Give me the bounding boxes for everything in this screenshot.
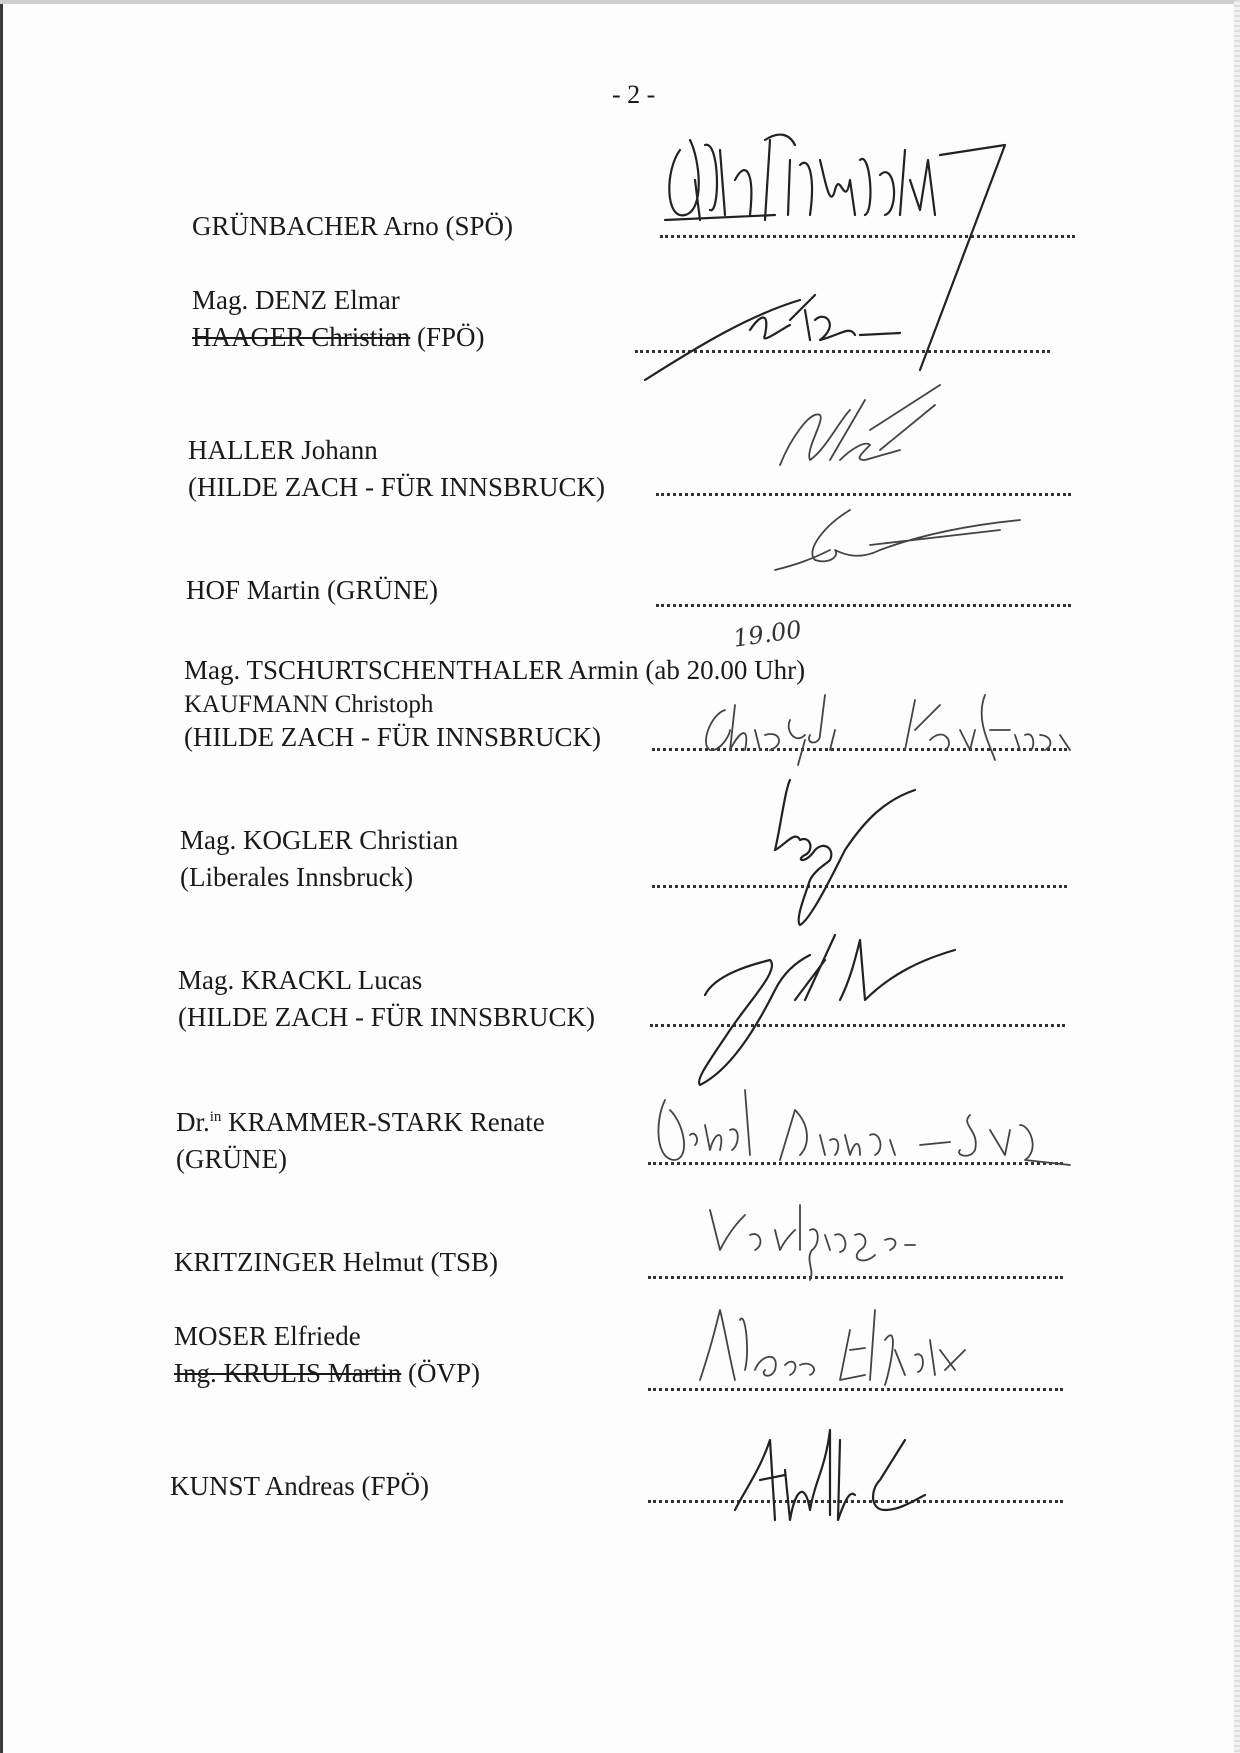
name-line: KAUFMANN Christoph [184,691,434,718]
signature-row-label [188,432,605,506]
signature-row-label [174,1244,498,1281]
name-line: (HILDE ZACH - FÜR INNSBRUCK) [188,472,605,502]
name-line: (Liberales Innsbruck) [180,862,414,892]
signature-row-label [180,822,458,896]
signature-line [656,604,1071,607]
signature-haller [770,380,950,480]
signature-row-label [174,1318,480,1392]
signature-row-label [176,1104,545,1178]
signature-row-label [192,208,513,245]
handwritten-time-note: 19.00 [731,615,804,653]
name-line: Mag. DENZ Elmar [192,285,400,315]
name-line: (HILDE ZACH - FÜR INNSBRUCK) [178,1002,595,1032]
name-line [174,1355,480,1392]
name-line: (HILDE ZACH - FÜR INNSBRUCK) [184,722,601,752]
party: (ÖVP) [407,1358,480,1388]
signature-kritzinger [700,1190,950,1290]
signature-grunbacher [660,120,1030,240]
signature-hof [770,505,1030,595]
name-line: Mag. KOGLER Christian [180,825,459,855]
signature-kunst [730,1410,970,1530]
signature-row-label [170,1468,429,1505]
name-line: KUNST Andreas (FPÖ) [170,1471,430,1501]
name-line: HOF Martin (GRÜNE) [186,575,438,605]
signature-krammer-stark [650,1080,1080,1180]
signature-row-label [192,282,485,356]
name-line: Mag. KRACKL Lucas [178,965,423,995]
signature-denz [640,285,940,385]
name-line: (GRÜNE) [176,1144,287,1174]
name-line: Dr.$^{in}$ KRAMMER-STARK Renate [176,1107,545,1137]
signature-kogler [755,770,935,930]
signature-kaufmann [690,690,1090,770]
signature-row-label [186,572,438,609]
name-line: HALLER Johann [188,435,378,465]
struck-name: Ing. KRULIS Martin [174,1358,402,1388]
scan-edge-right [1234,0,1240,1753]
party: (FPÖ) [417,322,485,352]
signature-krackl [690,920,1020,1090]
struck-name: HAAGER Christian [192,322,411,352]
name-line [192,319,485,356]
signature-moser [690,1290,990,1400]
scan-edge-left [0,0,3,1753]
signature-row-label [178,962,595,1036]
scan-edge-top [0,0,1240,4]
name-line: GRÜNBACHER Arno (SPÖ) [192,211,514,241]
signature-line [656,493,1071,496]
name-line: Mag. TSCHURTSCHENTHALER Armin (ab 20.00 Uhr) [184,655,806,685]
name-line: MOSER Elfriede [174,1321,361,1351]
page-number: - 2 - [612,80,656,109]
name-line: KRITZINGER Helmut (TSB) [174,1247,498,1277]
